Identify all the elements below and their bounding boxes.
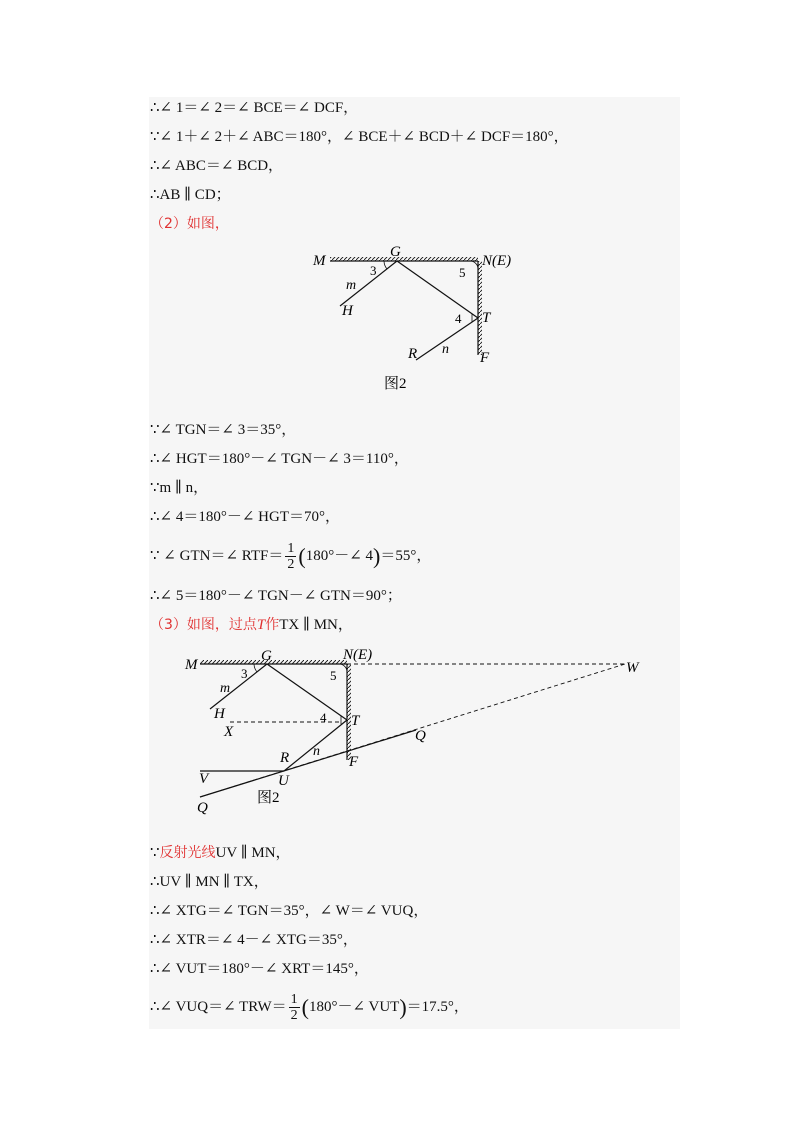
label-M: M (313, 253, 326, 269)
reflected-ray-text: 反射光线 (159, 845, 216, 861)
label-NE: N(E) (482, 253, 512, 269)
line-18-middle: 180°－∠ VUT (308, 999, 400, 1015)
label-angle-4: 4 (455, 311, 462, 326)
proof-line-17: ∴∠ VUT＝180°－∠ XRT＝145°， (150, 961, 369, 977)
figure-3 (180, 640, 650, 820)
figure-2 (300, 240, 540, 400)
label-R: R (408, 346, 418, 362)
mirror-mn (200, 660, 347, 664)
label-n: n (442, 342, 449, 357)
proof-line-2: ∵∠ 1＋∠ 2＋∠ ABC＝180°，∠ BCE＋∠ BCD＋∠ DCF＝180°， (150, 129, 569, 145)
part-3-heading (150, 615, 353, 635)
proof-line-14: ∴UV ∥ MN ∥ TX， (150, 874, 269, 890)
part-3-construction: TX ∥ MN， (279, 617, 353, 633)
mirror-ef (347, 664, 351, 760)
fraction-denominator-2: 2 (290, 1008, 298, 1024)
proof-line-15: ∴∠ XTG＝∠ TGN＝35°，∠ W＝∠ VUQ， (150, 903, 429, 919)
label-m: m (346, 278, 357, 293)
label-T: T (351, 713, 360, 729)
ray-m (210, 664, 267, 709)
proof-line-9: ∴∠ 4＝180°－∠ HGT＝70°， (150, 509, 341, 525)
proof-line-6: ∵∠ TGN＝∠ 3＝35°， (150, 422, 297, 438)
proof-line-3: ∴∠ ABC＝∠ BCD， (150, 158, 284, 174)
fraction-denominator: 2 (287, 557, 295, 573)
mirror-ef (478, 261, 482, 355)
ray-gt (397, 261, 478, 318)
label-n: n (313, 744, 320, 759)
proof-line-13 (150, 843, 291, 863)
line-10-middle: 180°－∠ 4 (305, 548, 374, 564)
label-angle-5: 5 (330, 668, 337, 683)
proof-line-10: ∵ ∠ GTN＝∠ RTF＝ $\frac{1}{2}$ (180°－∠ 4)＝55°， (150, 541, 432, 573)
label-angle-5: 5 (459, 265, 466, 280)
proof-line-11: ∴∠ 5＝180°－∠ TGN－∠ GTN＝90°； (150, 588, 402, 604)
label-X: X (224, 724, 234, 740)
ray-qu (200, 730, 416, 797)
label-W: W (626, 660, 639, 676)
part-3-verb: 作 (265, 617, 280, 633)
label-G: G (390, 244, 401, 260)
label-H: H (342, 303, 353, 319)
label-G: G (261, 648, 272, 664)
label-angle-4: 4 (320, 710, 327, 725)
proof-line-7: ∴∠ HGT＝180°－∠ TGN－∠ 3＝110°， (150, 451, 409, 467)
label-R: R (280, 750, 290, 766)
proof-line-18: ∴∠ VUQ＝∠ TRW＝ $\frac{1}{2}$ (180°－∠ VUT)＝17.5°， (150, 992, 469, 1024)
mirror-mn (330, 257, 478, 261)
proof-line-4: ∴AB ∥ CD； (150, 187, 231, 203)
proof-line-16: ∴∠ XTR＝∠ 4－∠ XTG＝35°， (150, 932, 358, 948)
label-H: H (214, 706, 225, 722)
fraction-half-2 (289, 992, 300, 1023)
figure-3-caption: 图2 (257, 790, 280, 806)
label-NE: N(E) (343, 647, 373, 663)
label-U: U (278, 773, 289, 789)
label-F: F (480, 350, 490, 366)
fraction-numerator: 1 (287, 541, 295, 557)
label-M: M (185, 657, 198, 673)
because-symbol: ∵ (150, 845, 160, 861)
label-T: T (482, 310, 491, 326)
line-13-statement: UV ∥ MN， (215, 845, 291, 861)
part-2-heading: （2）如图， (150, 216, 229, 232)
line-10-start: ∵ ∠ GTN＝∠ RTF＝ (150, 548, 284, 564)
part-3-label: （3）如图，过点 (150, 617, 257, 633)
label-F: F (349, 754, 359, 770)
label-m: m (220, 681, 231, 696)
proof-line-1: ∴∠ 1＝∠ 2＝∠ BCE＝∠ DCF， (150, 100, 359, 116)
figure-2-caption: 图2 (384, 376, 407, 392)
line-18-end: ＝17.5°， (406, 999, 469, 1015)
label-angle-3: 3 (370, 263, 377, 278)
proof-line-8: ∵m ∥ n， (150, 480, 209, 496)
point-T: T (256, 617, 266, 633)
fraction-half (285, 541, 296, 572)
label-V: V (199, 771, 209, 787)
label-angle-3: 3 (241, 666, 248, 681)
line-10-end: ＝55°， (380, 548, 432, 564)
fraction-numerator-2: 1 (290, 992, 298, 1008)
line-18-start: ∴∠ VUQ＝∠ TRW＝ (150, 999, 287, 1015)
label-Q-upper: Q (415, 728, 426, 744)
label-Q-lower: Q (197, 800, 208, 816)
